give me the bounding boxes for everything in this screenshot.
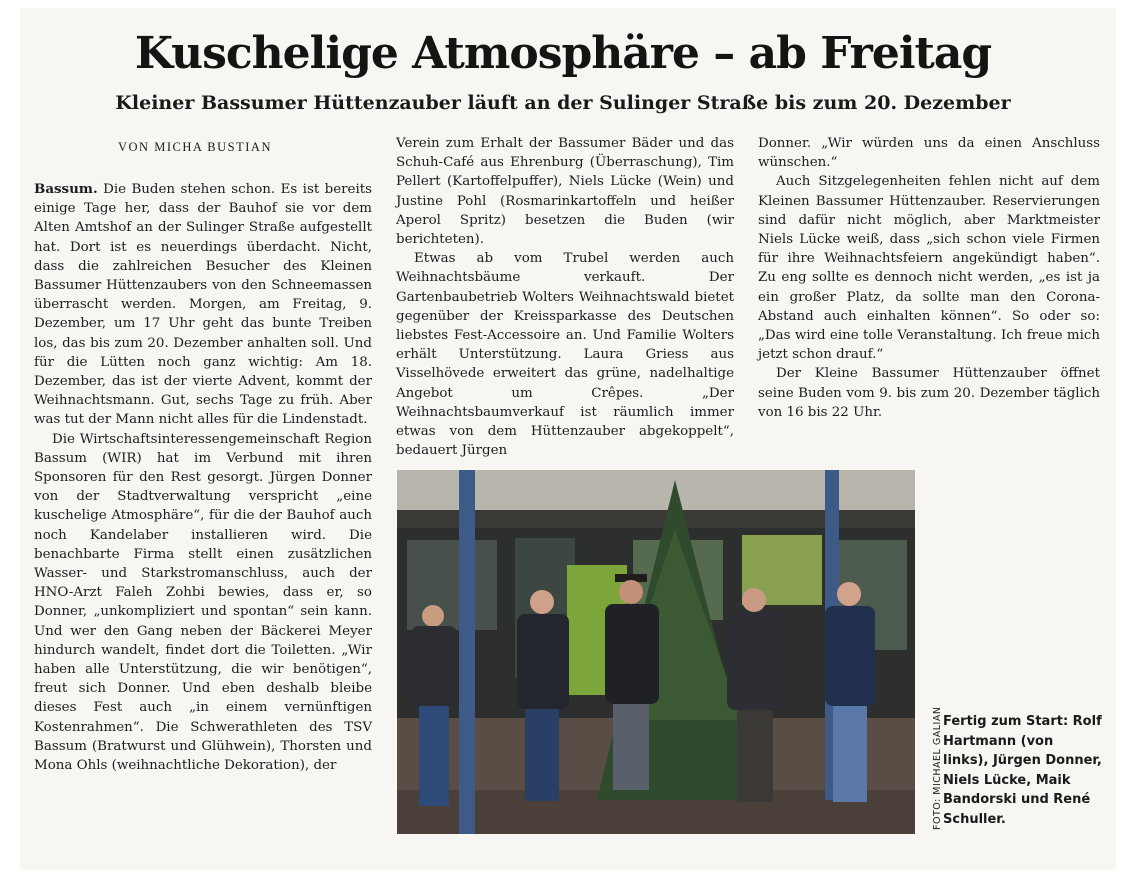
paragraph (34, 180, 372, 430)
article-column-3 (758, 134, 1100, 422)
paragraph-text: Die Buden stehen schon. Es ist bereits einige Tage her, dass der Bauhof sie vor dem Alten Amtshof an der Sulinger Straße aufgestellt hat. Dort ist es neuerdings überdacht. Nicht, dass die zahlreichen Besucher des Kleinen Bassumer Hüttenzaubers von den Schneemassen überrascht werden. Morgen, am Freitag, 9. Dezember, um 17 Uhr geht das bunte Treiben los, das bis zum 20. Dezember anhalten soll. Und für die Lütten noch ganz wichtig: Am 18. Dezember, das ist der vierte Advent, kommt der Weihnachtsmann. Gut, sechs Tage zu früh. Aber was tut der Mann nicht alles für die Lindenstadt. (34, 182, 372, 428)
byline: VON MICHA BUSTIAN (118, 140, 272, 154)
paragraph: Etwas ab vom Trubel werden auch Weihnachtsbäume verkauft. Der Gartenbaubetrieb Wolters Weihnachtswald bietet gegenüber der Kreissparkasse des Deutschen liebstes Fest-Accessoire an. Und Familie Wolters erhält Unterstützung. Laura Griess aus Visselhövede erweitert das grüne, nadelhaltige Angebot um Crêpes. „Der Weihnachtsbaumverkauf ist räumlich immer etwas von dem Hüttenzauber abgekoppelt“, bedauert Jürgen (396, 251, 734, 459)
paragraph: Verein zum Erhalt der Bassumer Bäder und das Schuh-Café aus Ehrenburg (Überraschung), Tim Pellert (Kartoffelpuffer), Niels Lücke (Wein) und Justine Pohl (Rosmarinkartoffeln und heißer Aperol Spritz) besetzen die Buden (wir berichteten). (396, 136, 734, 248)
dateline: Bassum. (34, 181, 98, 197)
paragraph: Die Wirtschaftsinteressengemeinschaft Region Bassum (WIR) hat im Verbund mit ihren Sponsoren für den Rest gesorgt. Jürgen Donner von der Stadtverwaltung verspricht „eine kuschelige Atmosphäre“, für die der Bauhof auch noch Kandelaber installieren wird. Die benachbarte Firma stellt einen zusätzlichen Wasser- und Starkstromanschluss, auch der HNO-Arzt Faleh Zohbi bewies, dass er, so Donner, „unkompliziert und spontan“ sein kann. Und wer den Gang neben der Bäckerei Meyer hindurch wandelt, findet dort die Toiletten. „Wir haben alle Unterstützung, die wir benötigen“, freut sich Donner. Und eben deshalb bleibe dieses Fest auch „in einem vernünftigen Kostenrahmen“. Die Schwerathleten des TSV Bassum (Bratwurst und Glühwein), Thorsten und Mona Ohls (weihnachtliche Dekoration), der (34, 431, 372, 774)
article-photo (397, 470, 915, 834)
photo-caption: Fertig zum Start: Rolf Hartmann (von links), Jürgen Donner, Niels Lücke, Maik Bandorski und René Schuller. (943, 714, 1102, 827)
paragraph: Donner. „Wir würden uns da einen Anschluss wünschen.“ (758, 136, 1100, 171)
article-column-2 (396, 134, 734, 460)
photo-illustration (397, 470, 915, 834)
paragraph: Der Kleine Bassumer Hüttenzauber öffnet seine Buden vom 9. bis zum 20. Dezember täglich von 16 bis 22 Uhr. (758, 366, 1100, 420)
paragraph: Auch Sitzgelegenheiten fehlen nicht auf dem Kleinen Bassumer Hüttenzauber. Reservierungen sind dafür nicht möglich, aber Marktmeister Niels Lücke weiß, dass „sich schon viele Firmen für ihre Weihnachtsfeiern angekündigt haben“. Zu eng sollte es dennoch nicht werden, „es ist ja ein großer Platz, da sollte man den Corona-Abstand auch einhalten können“. So oder so: „Das wird eine tolle Veranstaltung. Ich freue mich jetzt schon drauf.“ (758, 174, 1100, 363)
article-column-1 (34, 180, 372, 775)
headline: Kuschelige Atmosphäre – ab Freitag (134, 28, 992, 79)
photo-credit: FOTO: MICHAEL GALIAN (932, 706, 943, 830)
subheadline: Kleiner Bassumer Hüttenzauber läuft an der Sulinger Straße bis zum 20. Dezember (115, 92, 1011, 114)
